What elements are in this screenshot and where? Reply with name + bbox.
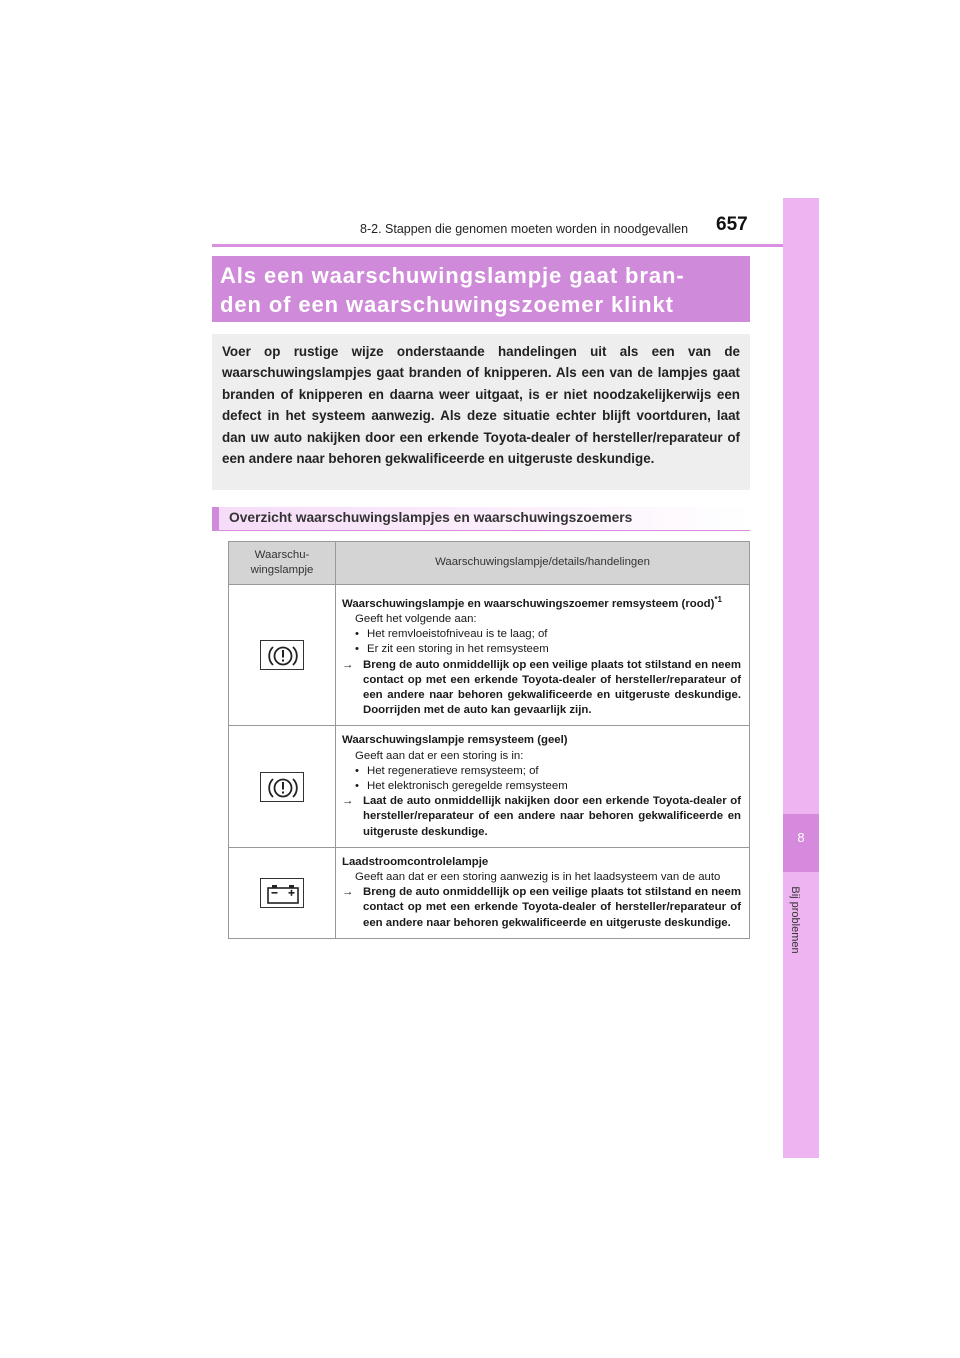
column-header-details: Waarschuwingslampje/details/handelingen xyxy=(336,542,750,585)
lamp-meaning: Geeft het volgende aan: xyxy=(355,613,477,625)
brake-warning-icon xyxy=(260,640,304,670)
lamp-title: Laadstroomcontrolelampje xyxy=(342,855,489,868)
lamp-details-cell xyxy=(336,726,750,847)
arrow-icon: → xyxy=(342,658,354,671)
brake-warning-icon xyxy=(260,772,304,802)
page-number: 657 xyxy=(716,214,748,235)
lamp-icon-cell xyxy=(229,847,336,938)
table-row xyxy=(229,847,750,938)
section-title-line-2: den of een waarschuwingszoemer klinkt xyxy=(220,292,674,317)
lamp-details-cell xyxy=(336,585,750,726)
intro-text: Voer op rustige wijze onderstaande handelingen uit als een van de waarschuwingslampjes gaat branden of knipperen. Als een van de lampjes gaat branden of knipperen en daarna weer uitgaat, is er niet noodzakelijkerwijs een defect in het systeem aanwezig. Als deze situatie echter blijft voortduren, laat dan uw auto nakijken door een erkende Toyota-dealer of hersteller/reparateur of een andere naar behoren gekwalificeerde en uitgeruste deskundige. xyxy=(222,344,740,467)
lamp-title: Waarschuwingslampje en waarschuwingszoemer remsysteem (rood)$^{*1}$ xyxy=(342,595,722,610)
warning-lamp-table xyxy=(228,541,750,939)
chapter-number: 8 xyxy=(797,830,805,845)
lamp-title: Waarschuwingslampje remsysteem (geel) xyxy=(342,734,568,747)
lamp-action: → Laat de auto onmiddellijk nakijken door een erkende Toyota-dealer of hersteller/reparateur of een andere naar behoren gekwalificeerde en uitgeruste deskundige. xyxy=(342,795,741,838)
section-title xyxy=(212,256,750,322)
lamp-details-cell xyxy=(336,847,750,938)
lamp-action: → Breng de auto onmiddellijk op een veilige plaats tot stilstand en neem contact op met een erkende Toyota-dealer of hersteller/reparateur of een andere naar behoren gekwalificeerde en uitgeruste deskundige. xyxy=(342,886,741,929)
section-title-line-1: Als een waarschuwingslampje gaat bran- xyxy=(220,263,685,288)
lamp-meaning-bullet: • Er zit een storing in het remsysteem xyxy=(355,643,549,656)
lamp-icon-cell xyxy=(229,726,336,847)
header-rule xyxy=(212,244,818,247)
subheading-text: Overzicht waarschuwingslampjes en waarschuwingszoemers xyxy=(229,510,633,525)
subheading xyxy=(212,507,750,531)
table-row xyxy=(229,726,750,847)
battery-charge-icon xyxy=(260,878,304,908)
chapter-label: Bij problemen xyxy=(789,886,801,954)
lamp-meaning-bullet: • Het remvloeistofniveau is te laag; of xyxy=(355,628,548,641)
lamp-meaning-bullet: • Het regeneratieve remsysteem; of xyxy=(355,764,539,777)
lamp-meaning-bullet: • Het elektronisch geregelde remsysteem xyxy=(355,780,568,793)
lamp-icon-cell xyxy=(229,585,336,726)
table-row xyxy=(229,585,750,726)
footnote-marker: *1 xyxy=(714,595,722,604)
running-header: 8-2. Stappen die genomen moeten worden in noodgevallen xyxy=(360,222,689,236)
lamp-action: → Breng de auto onmiddellijk op een veilige plaats tot stilstand en neem contact op met een erkende Toyota-dealer of hersteller/reparateur of een andere naar behoren gekwalificeerde en uitgeruste deskundige. Doorrijden met de auto kan gevaarlijk zijn. xyxy=(342,658,741,717)
intro-box xyxy=(212,334,750,490)
chapter-side-tab xyxy=(783,198,819,1158)
column-header-lamp: Waarschu- wingslampje xyxy=(229,542,336,585)
arrow-icon: → xyxy=(342,886,354,899)
lamp-meaning: Geeft aan dat er een storing aanwezig is in het laadsysteem van de auto xyxy=(355,871,721,884)
lamp-meaning: Geeft aan dat er een storing is in: xyxy=(355,749,524,762)
table-header-row xyxy=(229,542,750,585)
arrow-icon: → xyxy=(342,795,354,808)
